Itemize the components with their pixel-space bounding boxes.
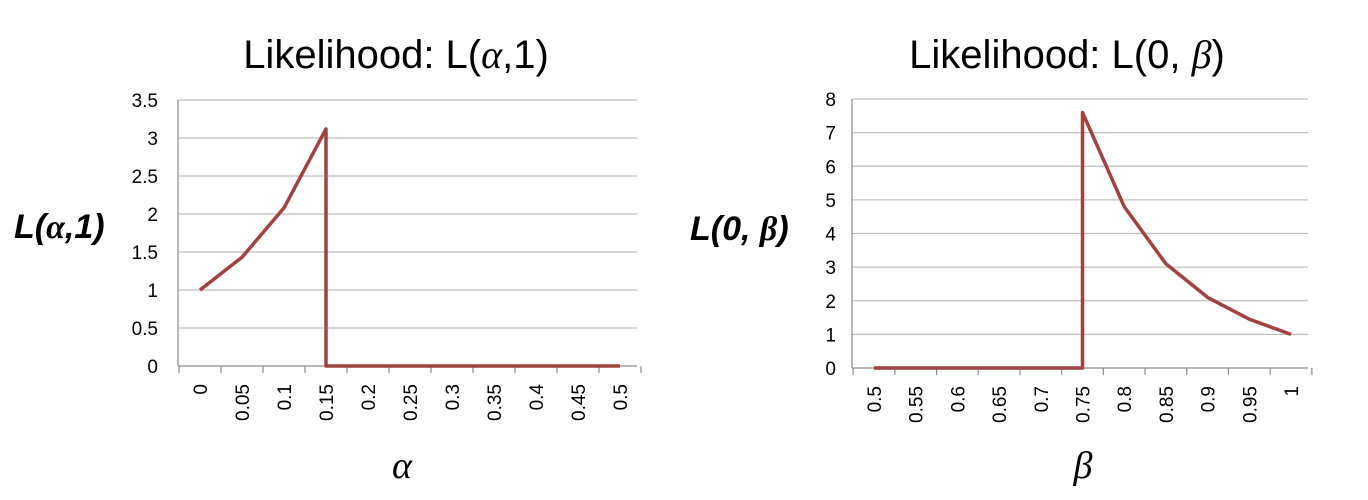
series-line — [874, 113, 1291, 369]
x-tick-label: 0.5 — [865, 386, 886, 413]
x-tick-label: 0.7 — [1031, 386, 1053, 413]
x-tick-label: 0.8 — [1115, 386, 1137, 413]
y-tick-label: 2 — [147, 205, 158, 226]
y-tick-label: 5 — [825, 190, 836, 212]
chart-title: Likelihood: L(α,1) — [243, 32, 549, 77]
chart-alpha — [14, 32, 641, 487]
x-tick-label: 0.2 — [359, 384, 380, 411]
chart-beta — [690, 32, 1312, 487]
y-axis-label: L(0, β) — [690, 210, 789, 248]
x-tick-label: 1 — [1282, 386, 1303, 397]
x-tick-label: 0 — [191, 384, 212, 395]
x-axis-label: β — [1073, 445, 1093, 487]
x-tick-label: 0.05 — [233, 384, 254, 421]
x-tick-label: 0.6 — [948, 386, 970, 413]
chart-title: Likelihood: L(0, β) — [909, 32, 1225, 77]
y-axis-label: L(α,1) — [14, 208, 105, 246]
x-tick-label: 0.65 — [990, 386, 1012, 423]
x-tick-label: 0.95 — [1240, 386, 1262, 423]
gridlines — [852, 99, 1308, 368]
y-tick-label: 8 — [825, 90, 836, 111]
x-tick-label: 0.3 — [443, 384, 464, 411]
y-tick-label: 2 — [825, 291, 836, 313]
y-tick-label: 3 — [825, 258, 836, 280]
x-tick-label: 0.35 — [485, 384, 506, 421]
y-tick-label: 1 — [147, 281, 158, 302]
x-tick-label: 0.5 — [611, 384, 632, 411]
x-tick-labels — [853, 368, 1312, 423]
x-tick-label: 0.75 — [1073, 386, 1095, 423]
y-tick-label: 3 — [147, 129, 158, 150]
x-tick-label: 0.1 — [275, 384, 296, 411]
y-tick-label: 2.5 — [131, 167, 158, 188]
x-tick-label: 0.15 — [317, 384, 338, 421]
x-tick-label: 0.45 — [569, 384, 590, 421]
x-tick-label: 0.9 — [1198, 386, 1220, 413]
x-tick-label: 0.85 — [1156, 386, 1178, 423]
series-lines — [874, 113, 1291, 369]
y-tick-label: 4 — [825, 224, 836, 246]
x-tick-label: 0.25 — [401, 384, 422, 421]
y-tick-label: 0 — [825, 359, 836, 380]
series-line — [200, 129, 620, 366]
gridlines — [178, 100, 637, 366]
x-tick-label: 0.4 — [527, 384, 548, 411]
y-tick-label: 7 — [825, 123, 836, 145]
series-lines — [200, 129, 620, 366]
y-tick-label: 1 — [825, 325, 836, 347]
y-tick-label: 6 — [825, 157, 836, 179]
x-tick-label: 0.55 — [906, 386, 928, 423]
y-tick-labels — [825, 90, 836, 380]
y-tick-labels — [132, 91, 158, 378]
x-tick-labels — [179, 366, 641, 421]
y-tick-label: 1.5 — [131, 243, 158, 264]
x-axis-label: α — [392, 445, 412, 487]
y-tick-label: 0.5 — [131, 319, 158, 340]
y-tick-label: 3.5 — [131, 91, 158, 112]
y-tick-label: 0 — [147, 357, 158, 378]
